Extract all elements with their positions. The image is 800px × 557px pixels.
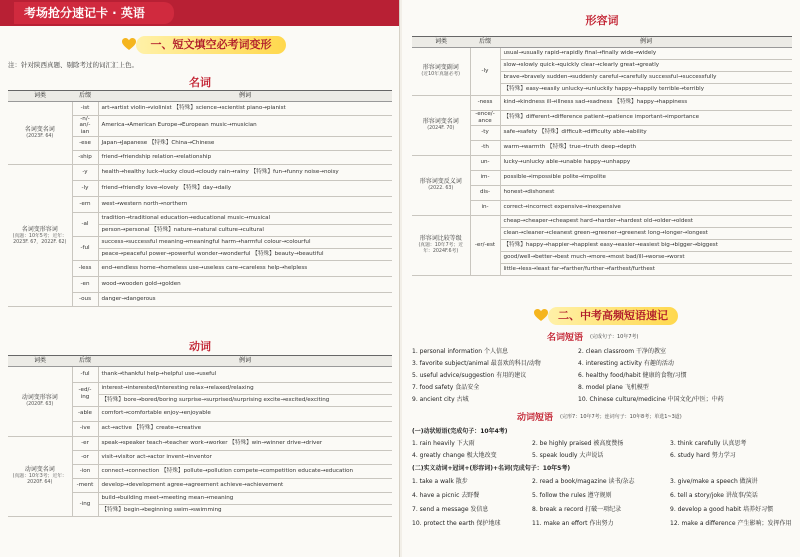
example-cell: America→American Europe→European music→musician xyxy=(98,115,392,137)
example-cell: thank→thankful help→helpful use→useful xyxy=(98,366,392,382)
row-label: 动词变名词 (真题：10年3考；近年：2020F. 64) xyxy=(8,436,72,516)
phrase-item: 2. read a book/magazine 读书/杂志 xyxy=(532,478,635,485)
example-cell: cheap→cheaper→cheapest hard→harder→hardest old→older→oldest xyxy=(500,215,792,227)
phrase-item: 3. think carefully 认真思考 xyxy=(670,440,747,447)
phrase-item: 1. take a walk 散步 xyxy=(412,478,468,485)
col-example: 例词 xyxy=(500,37,792,48)
adjective-table xyxy=(412,36,792,276)
col-suffix: 后缀 xyxy=(470,37,500,48)
col-example: 例词 xyxy=(98,91,392,102)
suffix-cell: -ly xyxy=(72,181,98,197)
row-label: 动词变形容词 (2020F. 63) xyxy=(8,366,72,436)
phrase-item: 4. have a picnic 去野餐 xyxy=(412,492,480,499)
phrase-item: 6. study hard 努力学习 xyxy=(670,452,736,459)
example-cell: health→healthy luck→lucky cloud→cloudy rain→rainy 【特殊】fun→funny noise→noisy xyxy=(98,165,392,181)
phrase-item: 10. protect the earth 保护地球 xyxy=(412,520,501,527)
suffix-cell: -er/-est xyxy=(470,215,500,275)
example-cell: brave→bravely sudden→suddenly careful→carefully successful→successfully xyxy=(500,71,792,83)
suffix-cell: -n/-an/-ian xyxy=(72,115,98,137)
example-cell: honest→dishonest xyxy=(500,185,792,200)
phrase-item: 3. give/make a speech 做演讲 xyxy=(670,478,758,485)
example-cell: develop→development agree→agreement achieve→achievement xyxy=(98,478,392,492)
suffix-cell: un- xyxy=(470,155,500,170)
suffix-cell: in- xyxy=(470,200,500,215)
example-cell: 【特殊】happy→happier→happiest easy→easier→easiest big→bigger→biggest xyxy=(500,239,792,251)
row-label: 形容词变反义词 (2022. 63) xyxy=(412,155,470,215)
example-cell: build→building meet→meeting mean→meaning xyxy=(98,492,392,504)
col-type: 词类 xyxy=(8,91,72,102)
suffix-cell: -en xyxy=(72,277,98,293)
phrase-item: 1. personal information 个人信息 xyxy=(412,348,508,355)
col-type: 词类 xyxy=(8,356,72,367)
example-cell: end→endless home→homeless use→useless care→careless help→helpless xyxy=(98,261,392,277)
phrase-item: 7. send a message 发信息 xyxy=(412,506,489,513)
suffix-cell: -less xyxy=(72,261,98,277)
col-suffix: 后缀 xyxy=(72,91,98,102)
suffix-cell: -ly xyxy=(470,47,500,95)
row-label: 形容词变名词 (2024F. 70) xyxy=(412,95,470,155)
example-cell: friend→friendship relation→relationship xyxy=(98,151,392,165)
suffix-cell: -er xyxy=(72,436,98,450)
row-label: 形容词比较等级 (真题：10年7考；近年：2024F.6考) xyxy=(412,215,470,275)
example-cell: correct→incorrect expensive→inexpensive xyxy=(500,200,792,215)
col-type: 词类 xyxy=(412,37,470,48)
example-cell: clean→cleaner→cleanest green→greener→greenest long→longer→longest xyxy=(500,227,792,239)
noun-phrase-heading: 名词短语 xyxy=(547,333,584,343)
suffix-cell: -ship xyxy=(72,151,98,165)
example-cell: 【特殊】bore→bored/boring surprise→surprised/surprising excite→excited/exciting xyxy=(98,394,392,406)
row-label: 形容词变副词 (近10年真题必考) xyxy=(412,47,470,95)
section-title-2: 二、中考高频短语速记 xyxy=(548,307,678,325)
phrase-item: 2. clean classroom 干净的教室 xyxy=(578,348,666,355)
section-title-1: 一、短文填空必考词变形 xyxy=(136,36,286,54)
suffix-cell: -ern xyxy=(72,197,98,213)
suffix-cell: -ence/-ance xyxy=(470,110,500,125)
example-cell: 【特殊】begin→beginning swim→swimming xyxy=(98,504,392,516)
suffix-cell: -ist xyxy=(72,101,98,115)
example-cell: peace→peaceful power→powerful wonder→wonderful 【特殊】beauty→beautiful xyxy=(98,249,392,261)
suffix-cell: -y xyxy=(72,165,98,181)
verb-phrase-heading: 动词短语 xyxy=(517,413,554,423)
example-cell: connect→connection 【特殊】pollute→pollution compete→competition educate→education xyxy=(98,464,392,478)
suffix-cell: -ing xyxy=(72,492,98,516)
phrase-item: 10. Chinese culture/medicine 中国文化/中医；中药 xyxy=(578,396,724,403)
suffix-cell: -ty xyxy=(470,125,500,140)
suffix-cell: -th xyxy=(470,140,500,155)
example-cell: visit→visitor act→actor invent→inventor xyxy=(98,450,392,464)
verb-phrase-note: (完形7：10年7考；连词句子：10年8考；单选1~3道) xyxy=(560,414,682,420)
noun-phrase-note: (完成句子：10年7考) xyxy=(590,334,639,340)
phrase-item: 4. interesting activity 有趣的活动 xyxy=(578,360,674,367)
example-cell: wood→wooden gold→golden xyxy=(98,277,392,293)
example-cell: person→personal 【特殊】nature→natural culture→cultural xyxy=(98,225,392,237)
suffix-cell: -ment xyxy=(72,478,98,492)
example-cell: success→successful meaning→meaningful harm→harmful colour→colourful xyxy=(98,237,392,249)
suffix-cell: -ous xyxy=(72,293,98,307)
phrase-item: 6. healthy food/habit 健康的食物/习惯 xyxy=(578,372,687,379)
phrase-item: 6. tell a story/joke 讲故事/笑话 xyxy=(670,492,758,499)
suffix-cell: -ed/-ing xyxy=(72,382,98,406)
example-cell: slow→slowly quick→quickly clear→clearly great→greatly xyxy=(500,59,792,71)
example-cell: danger→dangerous xyxy=(98,293,392,307)
phrase-item: 7. food safety 食品安全 xyxy=(412,384,480,391)
example-cell: usual→usually rapid→rapidly final→finally wide→widely xyxy=(500,47,792,59)
suffix-cell: dis- xyxy=(470,185,500,200)
page-header: 考场抢分速记卡 · 英语 xyxy=(14,2,174,24)
example-cell: good/well→better→best much→more→most bad/ill→worse→worst xyxy=(500,251,792,263)
phrase-item: 5. follow the rules 遵守规则 xyxy=(532,492,612,499)
suffix-cell: -able xyxy=(72,406,98,421)
example-cell: tradition→traditional education→educational music→musical xyxy=(98,213,392,225)
heart-icon xyxy=(534,309,548,322)
example-cell: little→less→least far→farther/further→farthest/furthest xyxy=(500,263,792,275)
verb-table xyxy=(8,355,392,517)
suffix-cell: -or xyxy=(72,450,98,464)
phrase-item: 3. favorite subject/animal 最喜欢的科目/动物 xyxy=(412,360,541,367)
suffix-cell: -ese xyxy=(72,137,98,151)
example-cell: friend→friendly love→lovely 【特殊】day→daily xyxy=(98,181,392,197)
example-cell: act→active 【特殊】create→creative xyxy=(98,421,392,436)
row-label: 名词变形容词 (真题：10年5考；近年：2023F. 67，2022F. 62) xyxy=(8,165,72,307)
phrase-item: 9. ancient city 古城 xyxy=(412,396,469,403)
example-cell: comfort→comfortable enjoy→enjoyable xyxy=(98,406,392,421)
example-cell: safe→safety 【特殊】difficult→difficulty able→ability xyxy=(500,125,792,140)
suffix-cell: -ion xyxy=(72,464,98,478)
phrase-item: 5. speak loudly 大声说话 xyxy=(532,452,604,459)
phrase-item: 9. develop a good habit 培养好习惯 xyxy=(670,506,774,513)
suffix-cell: -ive xyxy=(72,421,98,436)
group-title: (一)动状短语(完成句子：10年4考) xyxy=(412,428,508,435)
row-label: 名词变名词 (2023F. 64) xyxy=(8,101,72,165)
header-bar xyxy=(0,0,400,26)
example-cell: 【特殊】different→difference patient→patience important→importance xyxy=(500,110,792,125)
phrase-item: 4. greatly change 极大地改变 xyxy=(412,452,497,459)
noun-heading: 名词 xyxy=(189,76,211,89)
right-page xyxy=(402,0,800,557)
example-cell: kind→kindness ill→illness sad→sadness 【特殊】happy→happiness xyxy=(500,95,792,110)
suffix-cell: im- xyxy=(470,170,500,185)
phrase-item: 11. make an effort 作出努力 xyxy=(532,520,614,527)
example-cell: possible→impossible polite→impolite xyxy=(500,170,792,185)
phrase-item: 12. make a difference 产生影响；发挥作用 xyxy=(670,520,792,527)
phrase-item: 1. rain heavily 下大雨 xyxy=(412,440,475,447)
suffix-cell: -ful xyxy=(72,237,98,261)
suffix-cell: -ness xyxy=(470,95,500,110)
noun-table xyxy=(8,90,392,307)
note-text: 注：针对陕西真题、剔除考过的词汇汇上色。 xyxy=(8,61,138,69)
example-cell: warm→warmth 【特殊】true→truth deep→depth xyxy=(500,140,792,155)
example-cell: interest→interested/interesting relax→relaxed/relaxing xyxy=(98,382,392,394)
col-example: 例词 xyxy=(98,356,392,367)
example-cell: west→western north→northern xyxy=(98,197,392,213)
verb-heading: 动词 xyxy=(189,340,211,353)
example-cell: speak→speaker teach→teacher work→worker 【特殊】win→winner drive→driver xyxy=(98,436,392,450)
suffix-cell: -al xyxy=(72,213,98,237)
suffix-cell: -ful xyxy=(72,366,98,382)
example-cell: Japan→Japanese 【特殊】China→Chinese xyxy=(98,137,392,151)
phrase-item: 8. break a record 打破一项纪录 xyxy=(532,506,622,513)
col-suffix: 后缀 xyxy=(72,356,98,367)
example-cell: 【特殊】easy→easily unlucky→unluckily happy→happily terrible→terribly xyxy=(500,83,792,95)
example-cell: lucky→unlucky able→unable happy→unhappy xyxy=(500,155,792,170)
phrase-item: 8. model plane 飞机模型 xyxy=(578,384,649,391)
phrase-item: 2. be highly praised 被高度赞扬 xyxy=(532,440,624,447)
example-cell: art→artist violin→violinist 【特殊】science→scientist piano→pianist xyxy=(98,101,392,115)
phrase-item: 5. useful advice/suggestion 有用的建议 xyxy=(412,372,527,379)
heart-icon xyxy=(122,38,136,51)
group-title: (二)实义动词+冠词+(形容词)+名词(完成句子：10年5考) xyxy=(412,465,571,472)
adjective-heading: 形容词 xyxy=(585,14,619,27)
